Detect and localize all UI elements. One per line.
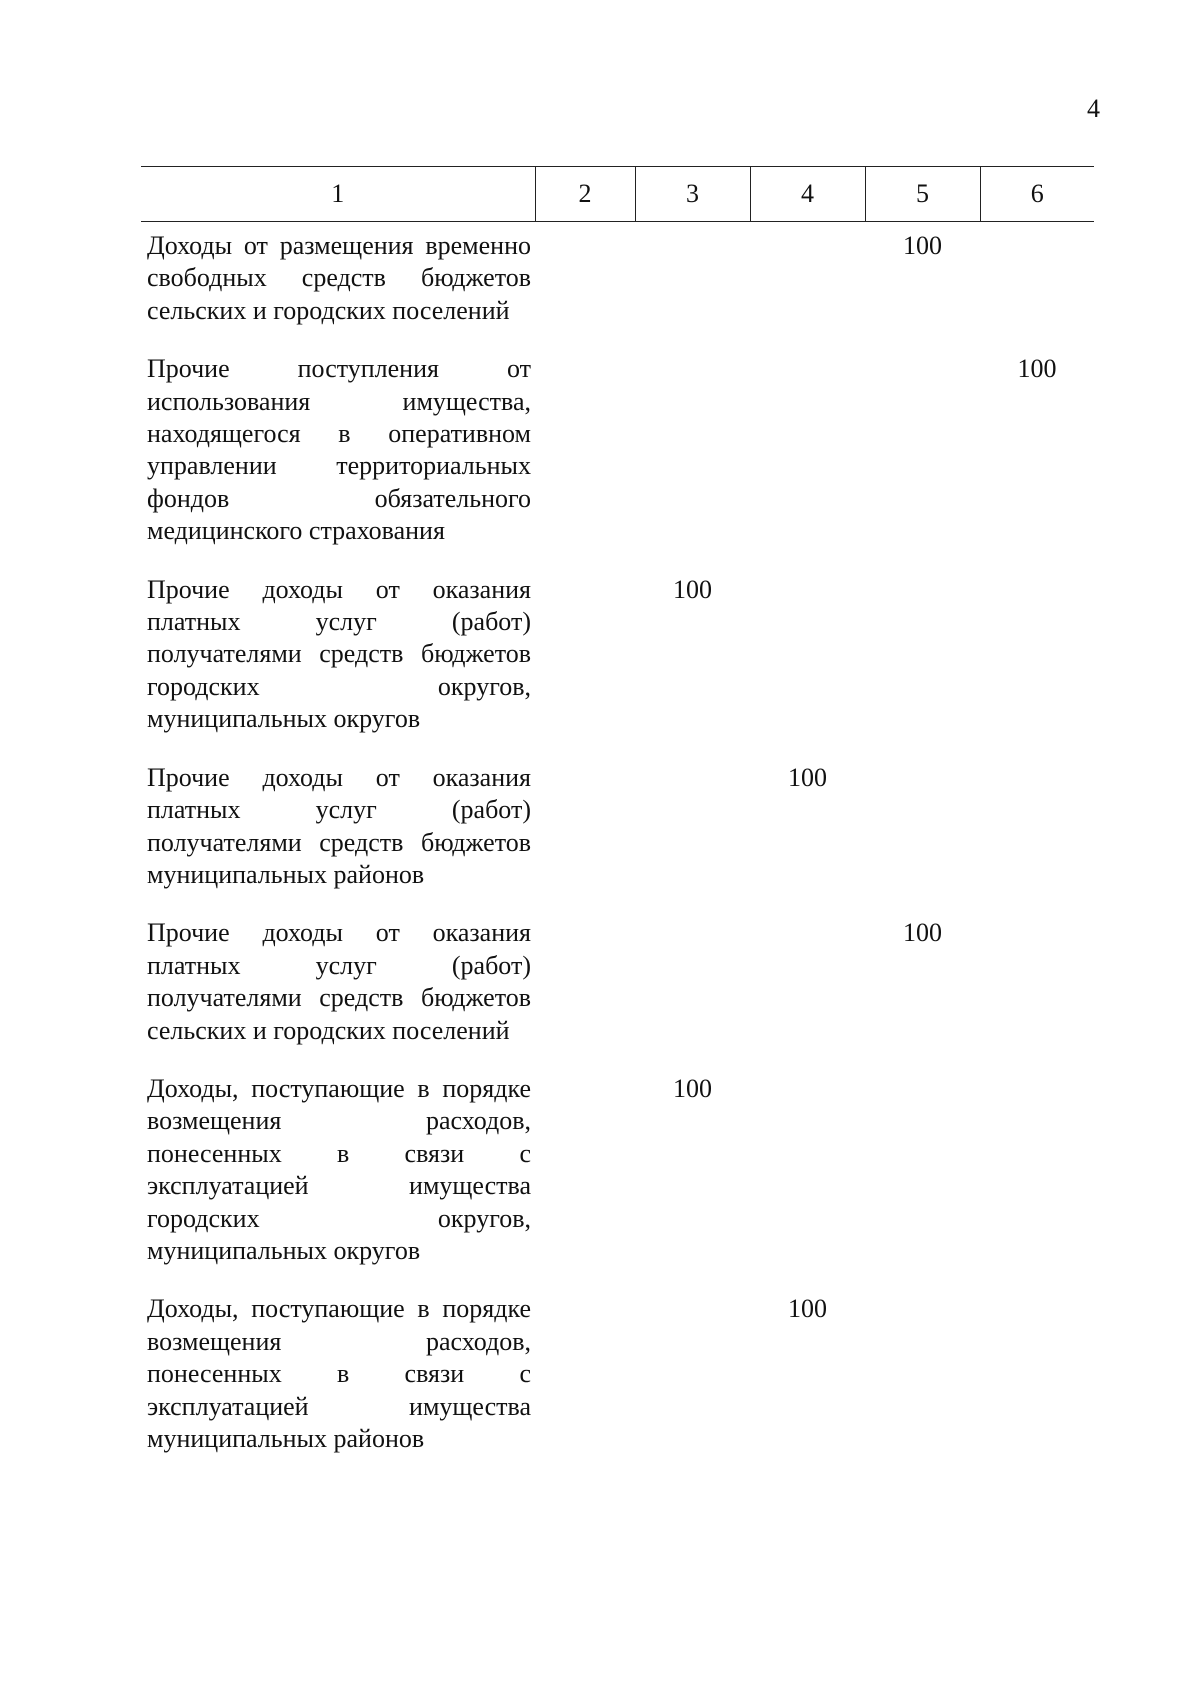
row-description: Доходы, поступающие в порядке возмещения расходов, понесенных в связи с эксплуатацией имущества муниципальных районов: [147, 1294, 531, 1453]
row-description: Прочие доходы от оказания платных услуг (работ) получателями средств бюджетов муниципальных районов: [147, 762, 531, 889]
row-value-col4: [750, 566, 865, 754]
column-header-4: 4: [750, 167, 865, 222]
page-number: 4: [1087, 94, 1100, 123]
row-value-col3: [635, 909, 750, 1065]
row-value-col2: [535, 909, 635, 1065]
table-row: [141, 222, 1094, 346]
row-value-col5: [865, 345, 980, 565]
row-description: Доходы от размещения временно свободных средств бюджетов сельских и городских поселений: [147, 231, 531, 325]
row-value-col4: 100: [788, 1294, 827, 1324]
row-value-col6: [980, 1065, 1094, 1285]
row-value-col3: 100: [673, 1073, 712, 1103]
table-row: [141, 1285, 1094, 1473]
row-value-col4: [750, 909, 865, 1065]
row-value-col5: [865, 754, 980, 910]
row-value-col3: [635, 1285, 750, 1473]
table-row: [141, 754, 1094, 910]
row-value-col2: [535, 222, 635, 346]
row-value-col5: 100: [903, 918, 942, 948]
row-value-col6: 100: [1017, 354, 1057, 384]
row-value-col2: [535, 1285, 635, 1473]
table-body: [141, 222, 1094, 1474]
row-description: Прочие поступления от использования имущества, находящегося в оперативном управлении территориальных фондов обязательного медицинского страхования: [147, 354, 531, 546]
row-description: Прочие доходы от оказания платных услуг (работ) получателями средств бюджетов городских округов, муниципальных округов: [147, 574, 531, 734]
row-value-col5: [865, 566, 980, 754]
row-value-col2: [535, 566, 635, 754]
row-value-col3: 100: [673, 574, 712, 604]
table-row: [141, 566, 1094, 754]
table-row: [141, 909, 1094, 1065]
row-value-col4: [750, 1065, 865, 1285]
row-value-col5: [865, 1065, 980, 1285]
row-value-col4: [750, 222, 865, 346]
column-header-3: 3: [635, 167, 750, 222]
row-value-col6: [980, 909, 1094, 1065]
table-row: [141, 345, 1094, 565]
column-header-1: 1: [141, 167, 535, 222]
row-value-col3: [635, 222, 750, 346]
row-value-col2: [535, 345, 635, 565]
table-header: [141, 167, 1094, 222]
row-value-col4: 100: [788, 762, 827, 792]
row-value-col3: [635, 754, 750, 910]
row-value-col6: [980, 566, 1094, 754]
table-row: [141, 1065, 1094, 1285]
column-header-5: 5: [865, 167, 980, 222]
row-value-col6: [980, 754, 1094, 910]
header-row: [141, 167, 1094, 222]
row-value-col4: [750, 345, 865, 565]
row-value-col6: [980, 222, 1094, 346]
column-header-2: 2: [535, 167, 635, 222]
distribution-table: [141, 166, 1094, 1473]
row-value-col5: [865, 1285, 980, 1473]
row-value-col2: [535, 754, 635, 910]
row-value-col6: [980, 1285, 1094, 1473]
row-description: Прочие доходы от оказания платных услуг (работ) получателями средств бюджетов сельских и городских поселений: [147, 918, 531, 1045]
row-value-col3: [635, 345, 750, 565]
row-value-col5: 100: [903, 231, 942, 260]
row-value-col2: [535, 1065, 635, 1285]
row-description: Доходы, поступающие в порядке возмещения расходов, понесенных в связи с эксплуатацией имущества городских округов, муниципальных округов: [147, 1073, 531, 1265]
column-header-6: 6: [980, 167, 1094, 222]
